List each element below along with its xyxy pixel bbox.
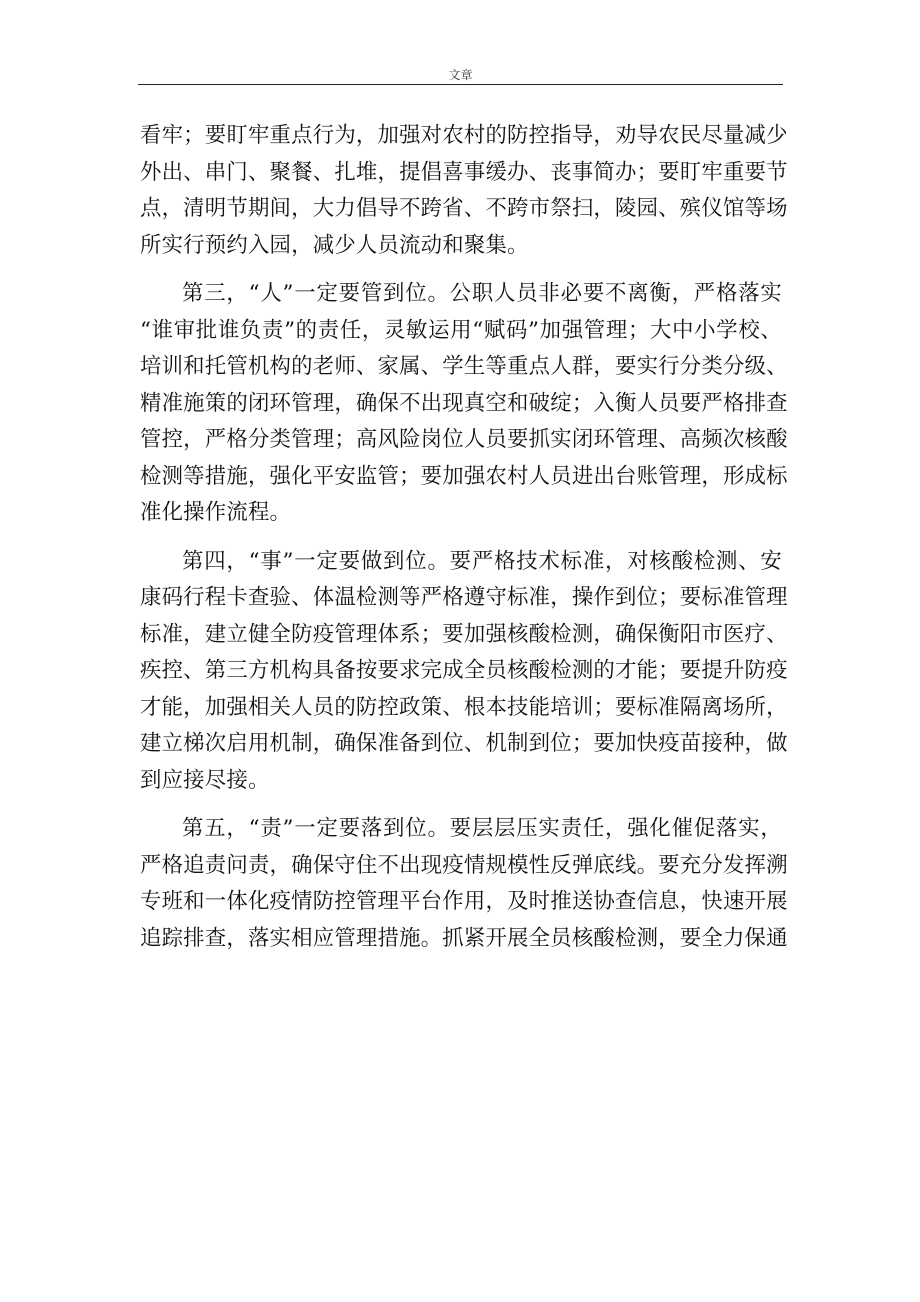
text-line: 培训和托管机构的老师、家属、学生等重点人群，要实行分类分级、	[140, 354, 788, 379]
text-line: 精准施策的闭环管理，确保不出现真空和破绽；入衡人员要严格排查	[140, 390, 788, 416]
text-line: 第三，“人”一定要管到位。公职人员非必要不离衡，严格落实	[182, 281, 782, 306]
text-line: 外出、串门、聚餐、扎堆，提倡喜事缓办、丧事简办；要盯牢重要节	[140, 159, 788, 185]
paragraph-3	[140, 544, 788, 800]
text-line: 疾控、第三方机构具备按要求完成全员核酸检测的才能；要提升防疫	[140, 658, 788, 683]
paragraph-1	[140, 118, 788, 264]
paragraph-4	[140, 811, 788, 957]
text-line: 所实行预约入园，减少人员流动和聚集。	[140, 232, 529, 258]
text-line: 严格追责问责，确保守住不出现疫情规模性反弹底线。要充分发挥溯	[140, 852, 788, 878]
text-line: 第四，“事”一定要做到位。要严格技术标准，对核酸检测、安	[182, 548, 782, 574]
text-line: 管控，严格分类管理；高风险岗位人员要抓实闭环管理、高频次核酸	[140, 427, 788, 452]
text-line: 到应接尽接。	[140, 767, 270, 793]
document-body	[140, 118, 788, 957]
text-line: 追踪排查，落实相应管理措施。抓紧开展全员核酸检测，要全力保通	[140, 925, 788, 951]
text-line: 第五，“责”一定要落到位。要层层压实责任，强化催促落实，	[182, 816, 782, 841]
text-line: 建立梯次启用机制，确保准备到位、机制到位；要加快疫苗接种，做	[140, 731, 788, 756]
paragraph-2	[140, 276, 788, 532]
text-line: 点，清明节期间，大力倡导不跨省、不跨市祭扫，陵园、殡仪馆等场	[140, 196, 788, 221]
text-line: 检测等措施，强化平安监管；要加强农村人员进出台账管理，形成标	[140, 463, 788, 489]
text-line: 康码行程卡查验、体温检测等严格遵守标准，操作到位；要标准管理	[140, 585, 788, 610]
text-line: “谁审批谁负责”的责任，灵敏运用“赋码”加强管理；大中小学校、	[140, 317, 782, 343]
text-line: 看牢；要盯牢重点行为，加强对农村的防控指导，劝导农民尽量减少	[140, 123, 788, 148]
text-line: 标准，建立健全防疫管理体系；要加强核酸检测，确保衡阳市医疗、	[140, 621, 788, 647]
header-title: 文章	[448, 68, 473, 82]
page-header	[138, 64, 783, 85]
text-line: 专班和一体化疫情防控管理平台作用，及时推送协查信息，快速开展	[140, 889, 788, 914]
text-line: 才能，加强相关人员的防控政策、根本技能培训；要标准隔离场所，	[140, 694, 788, 720]
text-line: 准化操作流程。	[140, 500, 292, 525]
